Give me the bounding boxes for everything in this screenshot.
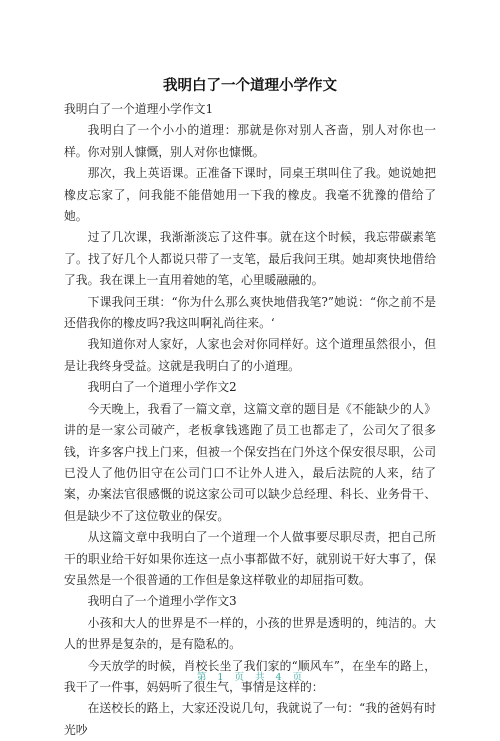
document-body [64, 99, 436, 741]
paragraph: 我明白了一个小小的道理：那就是你对别人吝啬，别人对你也一样。你对别人慷慨，别人对你也慷慨。 [64, 123, 436, 159]
paragraph: 过了几次课，我渐渐淡忘了这件事。就在这个时候，我忘带碳素笔了。找了好几个人都说只带了一支笔，最后我问王琪。她却爽快地借给了我。我在课上一直用着她的笔，心里暖融融的。 [64, 230, 436, 288]
paragraph: 小孩和大人的世界是不一样的，小孩的世界是透明的，纯洁的。大人的世界是复杂的，是有隐私的。 [64, 615, 436, 652]
paragraph: 在送校长的路上，大家还没说几句，我就说了一句：“我的爸妈有时光吵 [64, 701, 436, 737]
paragraph: 那次，我上英语课。正准备下课时，同桌王琪叫住了我。她说她把橡皮忘家了，问我能不能借她用一下我的橡皮。我毫不犹豫的借给了她。 [64, 166, 436, 224]
section-heading: 我明白了一个道理小学作文3 [87, 594, 237, 609]
page-footer: 第 1 页 共 4 页 [196, 672, 304, 683]
section-heading: 我明白了一个道理小学作文1 [64, 102, 214, 116]
page-title: 我明白了一个道理小学作文 [163, 78, 337, 94]
paragraph: 今天放学的时候，肖校长坐了我们家的“顺风车”，在坐车的路上，我干了一件事，妈妈听了很生气，事情是这样的： [64, 658, 436, 694]
paragraph: 下课我问王琪：“你为什么那么爽快地借我笔?”她说：“你之前不是还借我你的橡皮吗?我这叫啊礼尚往来。‘ [64, 294, 436, 331]
paragraph: 我知道你对人家好，人家也会对你同样好。这个道理虽然很小，但是让我终身受益。这就是我明白了的小道理。 [64, 337, 436, 373]
paragraph: 从这篇文章中我明白了一个道理一个人做事要尽职尽责，把自己所干的职业给干好如果你连这一点小事都做不好，就别说干好大事了，保安虽然是一个很普通的工作但是象这样敬业的却屈指可数。 [64, 530, 436, 587]
section-heading: 我明白了一个道理小学作文2 [87, 380, 237, 395]
paragraph: 今天晚上，我看了一篇文章，这篇文章的题目是《不能缺少的人》讲的是一家公司破产，老板拿钱逃跑了员工也都走了，公司欠了很多钱，许多客户找上门来，但被一个保安挡在门外这个保安很尽职，公司已没人了他仍旧守在公司门口不让外人进入，最后法院的人来，结了案，办案法官很感慨的说这家公司可以缺少总经理、科长、业务骨干、但是缺少不了这位敬业的保安。 [64, 401, 436, 523]
